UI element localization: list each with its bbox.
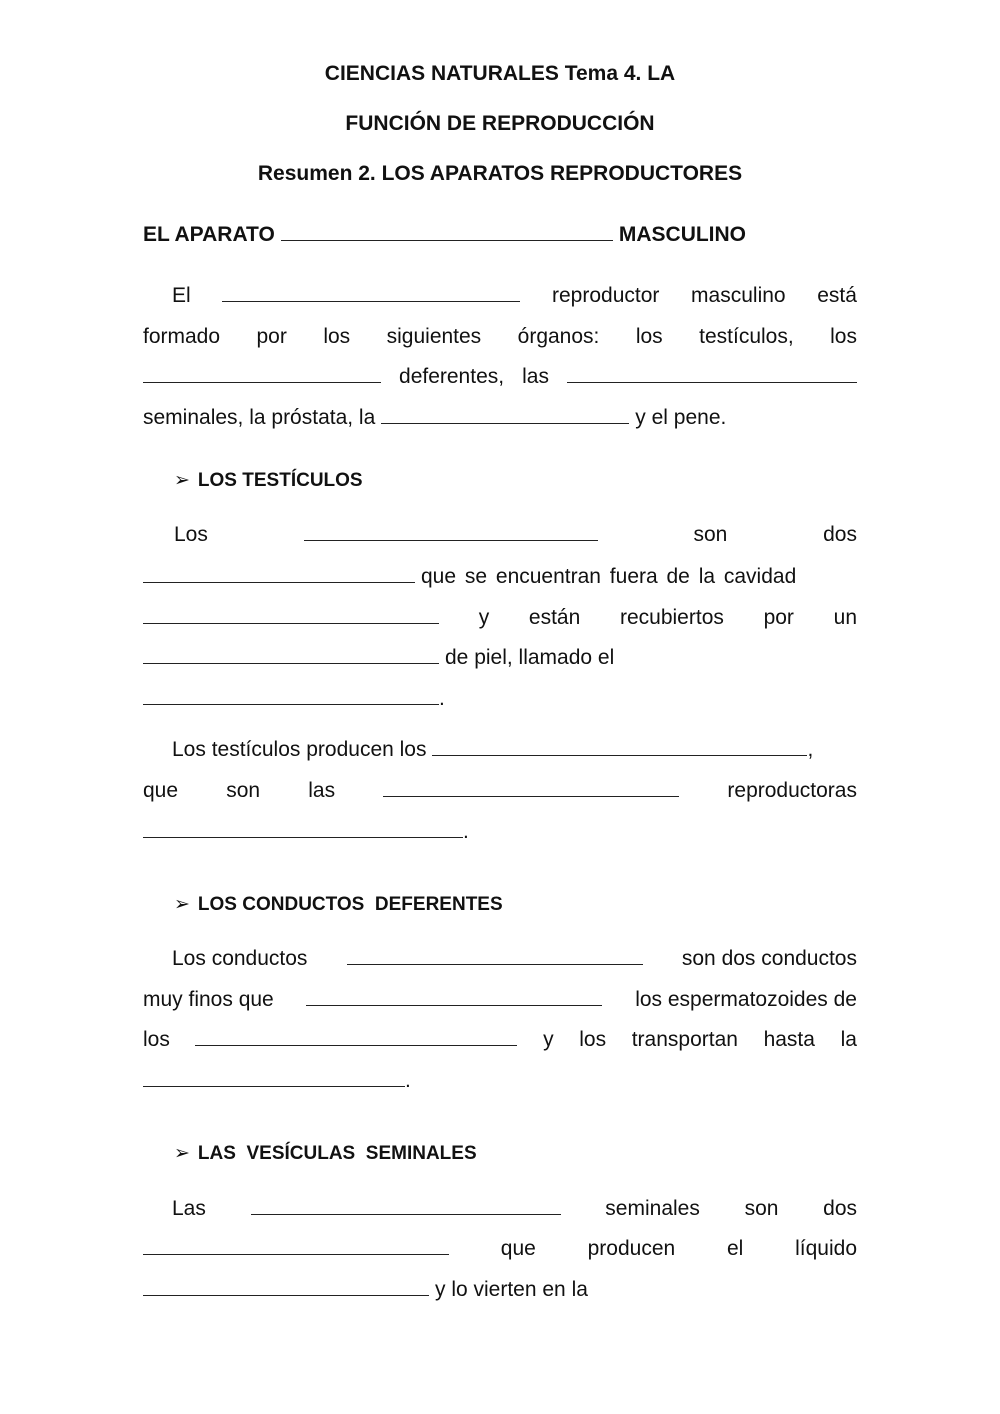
word: un [833,606,857,629]
blank-field[interactable] [383,778,679,797]
section-heading-aparato [143,222,857,248]
blank-field[interactable] [381,405,629,424]
title-line-3: Resumen 2. LOS APARATOS REPRODUCTORES [257,162,743,185]
blank-field[interactable] [143,1068,405,1087]
text: Los testículos producen los [172,738,427,761]
vesiculas-line-2 [143,1236,857,1262]
intro-line-2 [143,324,857,350]
subheading-conductos [174,892,503,918]
subheading-text: LOS TESTÍCULOS [197,470,363,491]
blank-field[interactable] [143,686,439,705]
word: reproductoras [727,779,857,802]
word: los [143,1028,170,1051]
word: dos [823,1197,857,1220]
word: los [323,325,351,348]
blank-field[interactable] [306,987,602,1006]
word: y [478,606,490,629]
word: recubiertos [619,606,724,629]
testiculos-line-1 [174,522,857,548]
conductos-line-1 [172,946,857,972]
word: líquido [795,1237,857,1260]
title-line-1: CIENCIAS NATURALES Tema 4. LA [324,62,676,85]
subheading-text: LOS CONDUCTOS DEFERENTES [197,894,503,915]
word: masculino [691,284,786,307]
text: y lo vierten en la [435,1278,588,1301]
word: que [143,779,179,802]
heading-prefix: EL APARATO [143,223,275,246]
word: los [635,325,663,348]
blank-field[interactable] [143,364,381,383]
text: . [439,687,445,710]
arrowhead-bullet-icon: ➢ [174,470,190,491]
subheading-testiculos [174,468,363,494]
word: las [522,365,549,388]
word: dos [823,523,857,546]
text: , [807,738,814,761]
word: están [528,606,581,629]
blank-field[interactable] [143,819,463,838]
word: transportan [631,1028,738,1051]
word: Los [174,523,208,546]
word: El [172,284,191,307]
word: los [579,1028,607,1051]
word: deferentes, [399,365,505,388]
blank-field[interactable] [304,522,598,541]
blank-field[interactable] [195,1027,517,1046]
word: está [817,284,857,307]
blank-field[interactable] [432,737,807,756]
text: muy finos que [143,988,274,1011]
text: Los conductos [172,947,308,970]
word: reproductor [552,284,660,307]
text: seminales, la próstata, la [143,406,376,429]
blank-field[interactable] [567,364,857,383]
arrowhead-bullet-icon: ➢ [174,1143,190,1164]
word: formado [143,325,221,348]
blank-field[interactable] [143,605,439,624]
blank-field[interactable] [143,1236,449,1255]
word: hasta [763,1028,815,1051]
text: y el pene. [635,406,727,429]
text: los espermatozoides de [635,988,857,1011]
word: por [763,606,794,629]
blank-field[interactable] [251,1196,561,1215]
text: que se encuentran fuera de la cavidad [421,565,797,588]
blank-field[interactable] [143,1277,429,1296]
testiculos-p2-line-1 [172,737,857,763]
word: por [256,325,287,348]
word: seminales [605,1197,700,1220]
blank-field[interactable] [222,283,520,302]
heading-suffix: MASCULINO [618,223,747,246]
blank-field[interactable] [281,222,613,241]
word: siguientes [386,325,482,348]
arrowhead-bullet-icon: ➢ [174,894,190,915]
text: son dos conductos [681,947,857,970]
word: y [543,1028,554,1051]
testiculos-line-3 [143,605,857,631]
word: el [726,1237,744,1260]
word: producen [587,1237,676,1260]
subheading-text: LAS VESÍCULAS SEMINALES [197,1143,477,1164]
word: que [500,1237,536,1260]
intro-line-1 [172,283,857,309]
blank-field[interactable] [143,645,439,664]
intro-line-3 [143,364,857,390]
word: son [693,523,728,546]
word: las [308,779,336,802]
conductos-line-4 [143,1068,857,1094]
testiculos-p2-line-3 [143,819,857,845]
conductos-line-2 [143,987,857,1013]
text: de piel, llamado el [445,646,615,669]
intro-line-4 [143,405,857,431]
word: son [226,779,261,802]
word: los [830,325,857,348]
subheading-vesiculas [174,1141,477,1167]
text: . [405,1069,411,1092]
blank-field[interactable] [143,564,415,583]
word: órganos: [517,325,600,348]
title-line-2: FUNCIÓN DE REPRODUCCIÓN [345,112,655,135]
word: la [840,1028,857,1051]
testiculos-line-5 [143,686,857,712]
word: son [744,1197,779,1220]
testiculos-line-4 [143,645,857,671]
testiculos-p2-line-2 [143,778,857,804]
testiculos-line-2 [143,564,857,590]
word: Las [172,1197,206,1220]
conductos-line-3 [143,1027,857,1053]
blank-field[interactable] [347,946,643,965]
word: testículos, [699,325,794,348]
text: . [463,820,469,843]
vesiculas-line-1 [172,1196,857,1222]
vesiculas-line-3 [143,1277,857,1303]
